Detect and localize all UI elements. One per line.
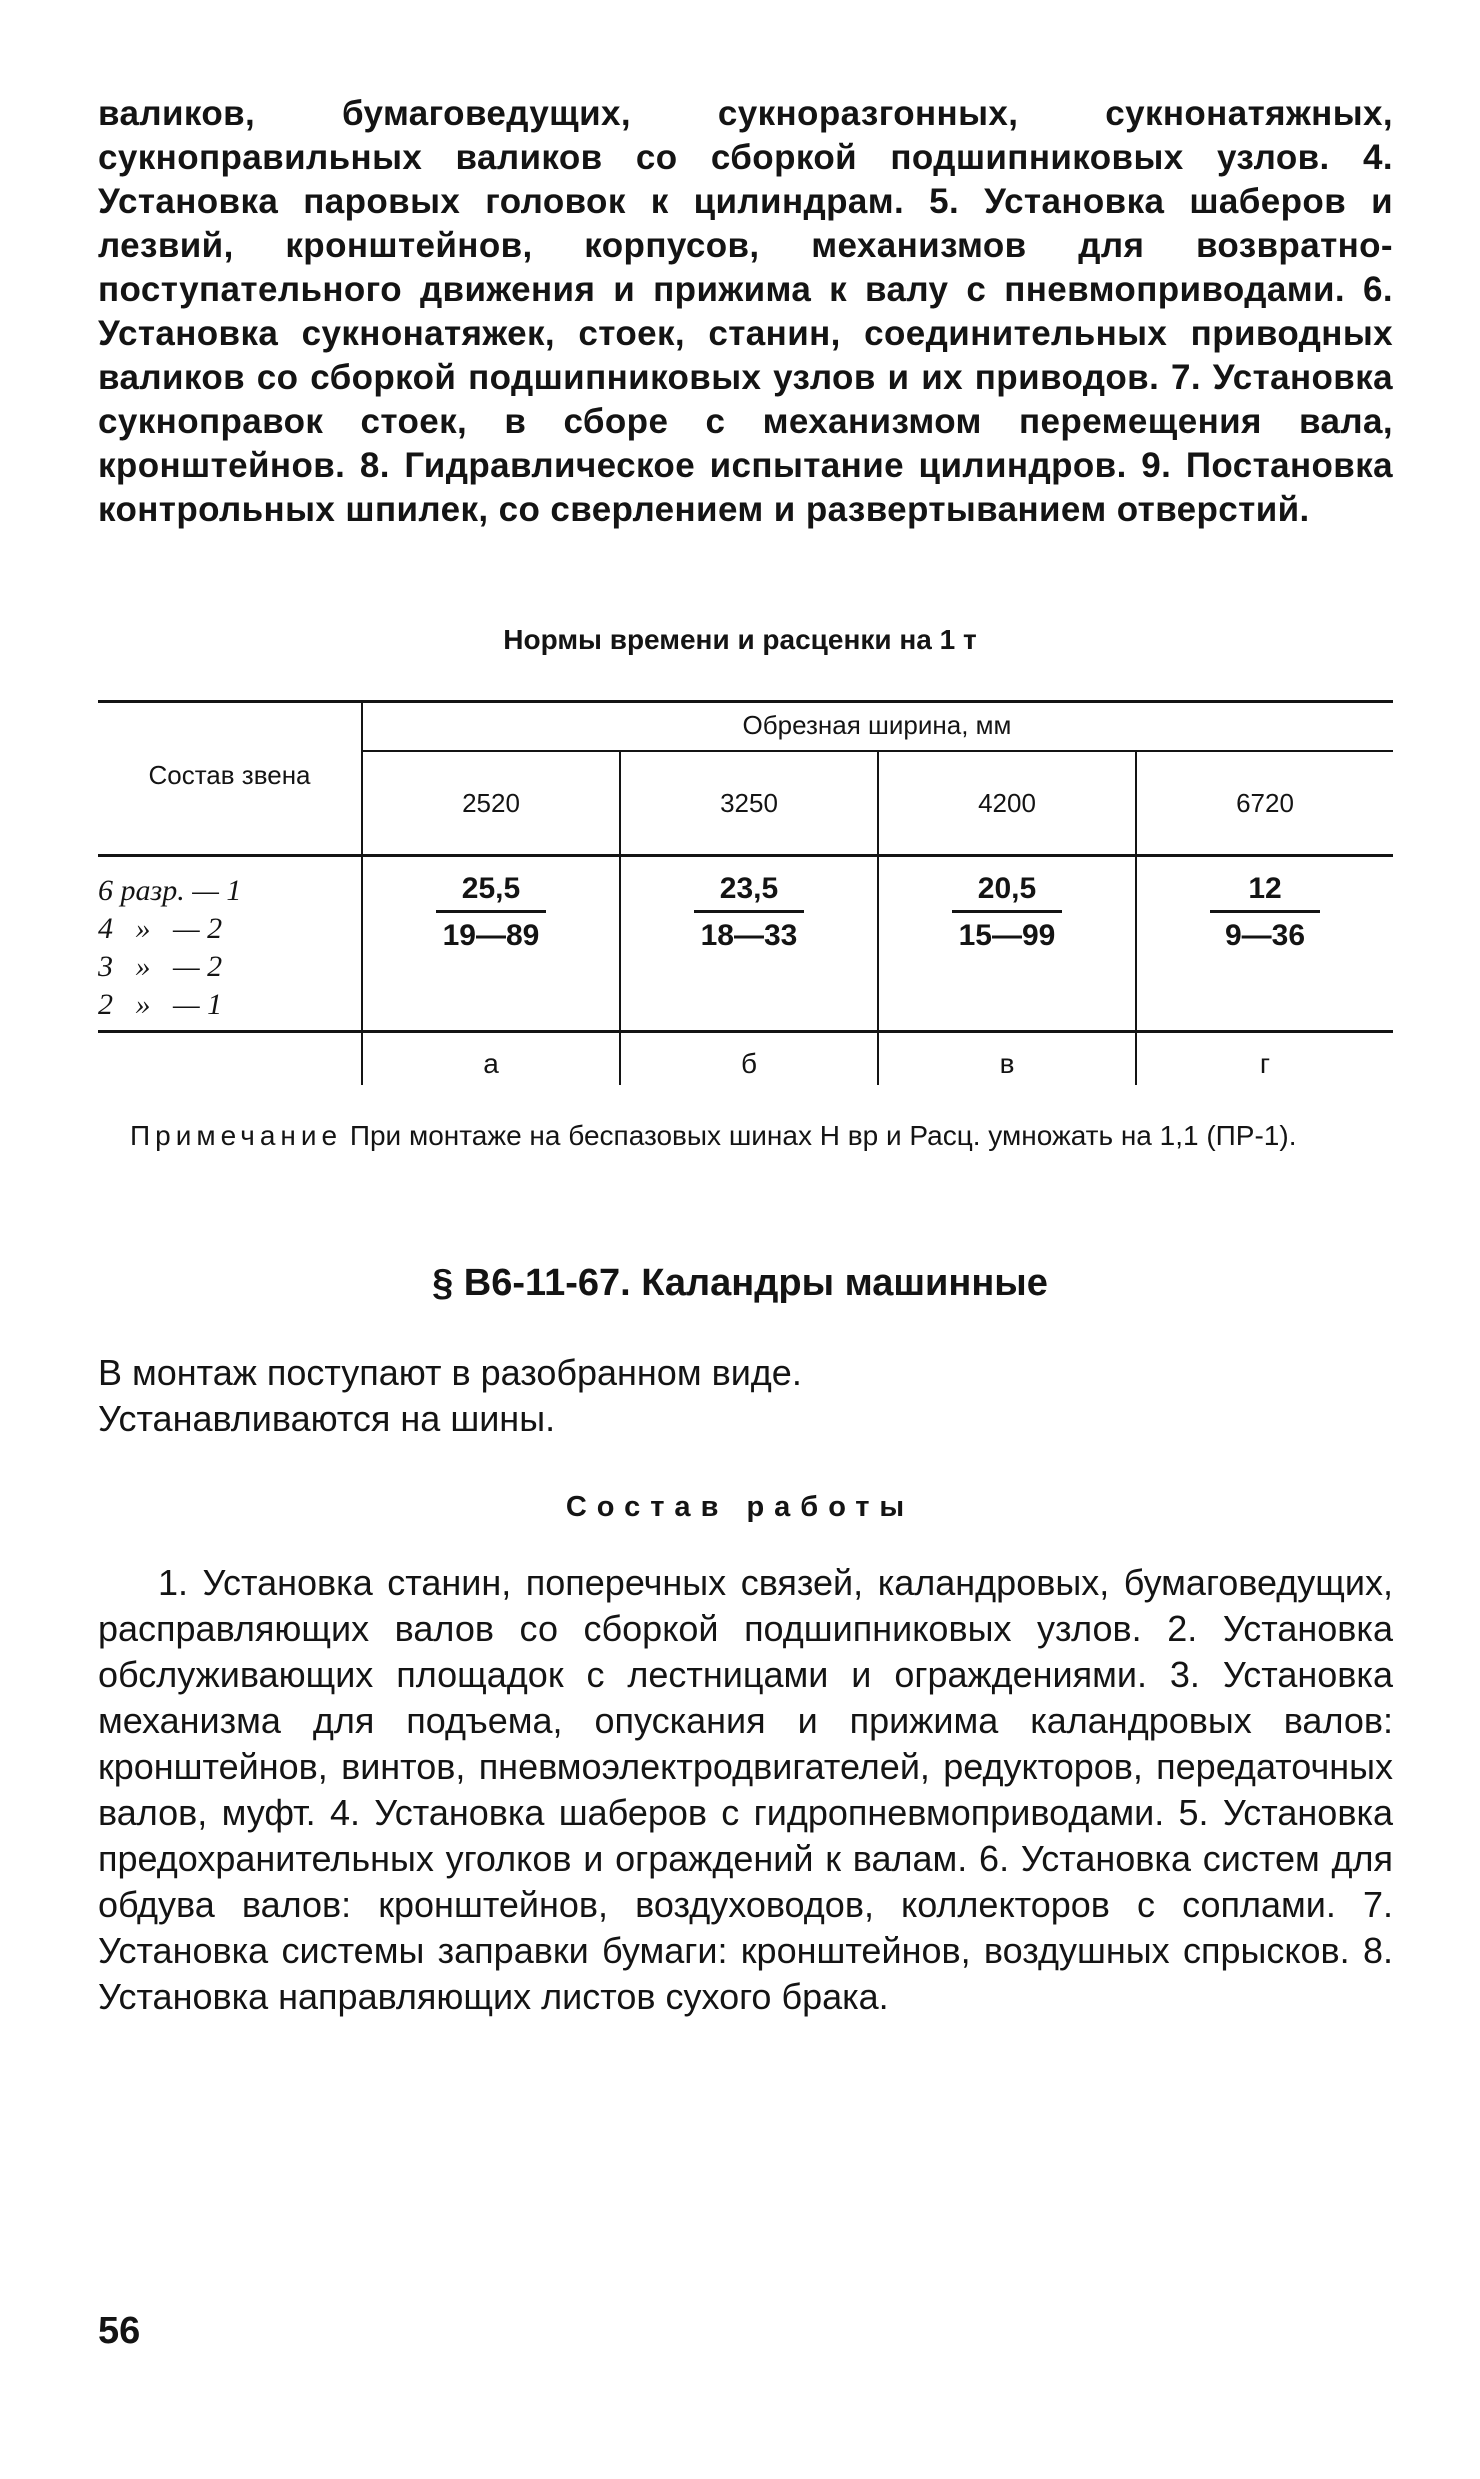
row-header: Состав звена [148, 760, 311, 790]
column-header: 6720 [1236, 788, 1294, 818]
intro-line: В монтаж поступают в разобранном виде. [98, 1352, 802, 1393]
top-paragraph: валиков, бумаговедущих, сукноразгонных, сукнонатяжных, сукноправильных валиков со сборкой подшипниковых узлов. 4. Установка паровых головок к цилиндрам. 5. Установка шаберов и лезвий, кронштейнов, корпусов, механизмов для возвратно-поступательного движения и прижима к валу с пневмоприводами. 6. Установка сукнонатяжек, стоек, станин, соединительных приводных валиков со сборкой подшипниковых узлов и их приводов. 7. Установка сукноправок стоек, в сборе с механизмом перемещения вала, кронштейнов. 8. Гидравлическое испытание цилиндров. 9. Постановка контрольных шпилек, со сверлением и развертыванием отверстий. [98, 94, 1393, 529]
crew-composition [98, 872, 241, 1024]
norm-rate-cell [363, 872, 619, 953]
norm-rate-cell [621, 872, 877, 953]
time-norm: 25,5 [461, 872, 521, 905]
intro-text [98, 1350, 1393, 1442]
page-number: 56 [98, 2310, 141, 2352]
intro-line: Устанавливаются на шины. [98, 1398, 556, 1439]
time-norm: 12 [1248, 872, 1282, 905]
note-text: При монтаже на беспазовых шинах Н вр и Расц. умножать на 1,1 (ПР-1). [342, 1120, 1297, 1151]
table-note [130, 1118, 1393, 1154]
group-header: Обрезная ширина, мм [742, 710, 1012, 740]
note-label: Примечание [130, 1120, 343, 1151]
column-index: г [1259, 1048, 1271, 1079]
rate: 18—33 [700, 919, 798, 952]
column-header: 4200 [978, 788, 1036, 818]
column-header: 3250 [720, 788, 778, 818]
time-norm: 23,5 [719, 872, 779, 905]
table-header-bottom-rule [98, 854, 1393, 857]
crew-line: 2 » — 1 [98, 988, 223, 1021]
rate: 15—99 [958, 919, 1056, 952]
work-composition-title: Состав работы [565, 1491, 915, 1523]
crew-line: 6 разр. — 1 [98, 874, 242, 907]
column-index: в [999, 1048, 1015, 1079]
rate: 9—36 [1224, 919, 1306, 952]
norm-rate-cell [1137, 872, 1393, 953]
column-header: 2520 [462, 788, 520, 818]
rate: 19—89 [442, 919, 540, 952]
table-body-bottom-rule [98, 1030, 1393, 1033]
work-composition-paragraph: 1. Установка станин, поперечных связей, каландровых, бумаговедущих, расправляющих валов со сборкой подшипниковых узлов. 2. Установка обслуживающих площадок с лестницами и ограждениями. 3. Установка механизма для подъема, опускания и прижима каландровых валов: кронштейнов, винтов, пневмоэлектродвигателей, редукторов, передаточных валов, муфт. 4. Установка шаберов с гидропневмоприводами. 5. Установка предохранительных уголков и ограждений к валам. 6. Установка систем для обдува валов: кронштейнов, воздуховодов, коллекторов с соплами. 7. Установка системы заправки бумаги: кронштейнов, воздушных спрысков. 8. Установка направляющих листов сухого брака. [98, 1562, 1393, 2017]
table-title: Нормы времени и расценки на 1 т [503, 624, 977, 655]
column-index: а [483, 1048, 499, 1079]
section-title: § В6-11-67. Каландры машинные [432, 1262, 1048, 1304]
table-top-rule [98, 700, 1393, 703]
crew-line: 4 » — 2 [98, 912, 223, 945]
time-norm: 20,5 [977, 872, 1037, 905]
crew-line: 3 » — 2 [98, 950, 223, 983]
column-index: б [740, 1048, 758, 1079]
norm-rate-cell [879, 872, 1135, 953]
